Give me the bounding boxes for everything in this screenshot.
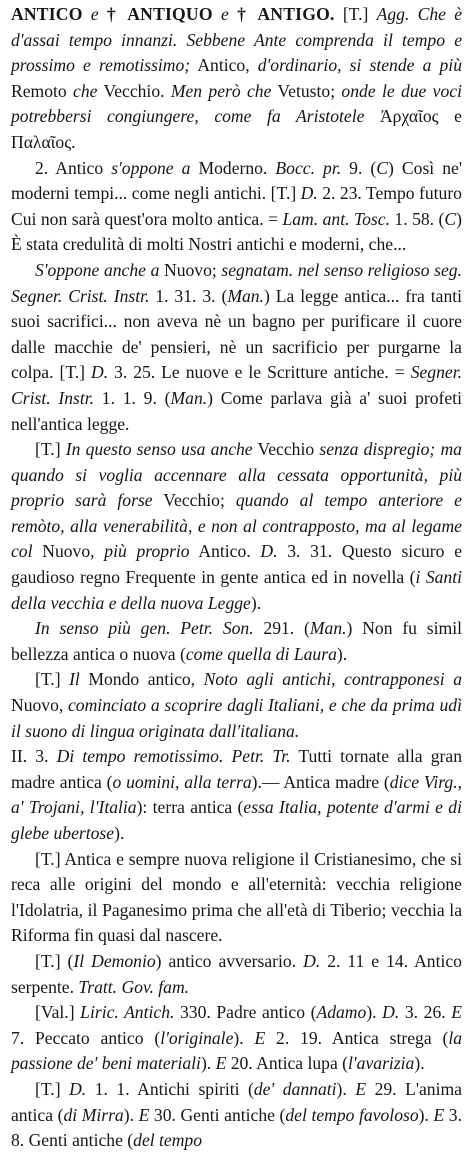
text-run: ) antico avversario.: [155, 950, 304, 971]
text-run: 1. 1. Antichi spiriti (: [86, 1078, 254, 1099]
text-run: ).— Antica madre (: [251, 771, 390, 792]
text-run: ).: [123, 1104, 139, 1125]
italic-run: Bocc. pr.: [275, 157, 342, 178]
text-run: 1. 58. (: [389, 208, 445, 229]
text-run: 2. 19. Antica strega (: [265, 1027, 449, 1048]
text-run: ).: [250, 592, 262, 613]
text-run: Vetusto;: [271, 80, 342, 101]
entry-paragraph: [11, 2, 462, 156]
text-run: 2. Antico: [35, 157, 112, 178]
italic-run: Il: [69, 669, 80, 690]
text-run: ).: [336, 643, 348, 664]
italic-run: Man.: [170, 387, 208, 408]
text-run: II. 3.: [11, 746, 57, 767]
italic-run: Liric. Antich.: [80, 1002, 175, 1023]
text-run: Vecchio.: [97, 80, 171, 101]
italic-run: Men però che: [170, 80, 272, 101]
text-run: Nuovo;: [159, 259, 222, 280]
text-run: ).: [366, 1002, 383, 1023]
text-run: 7. Peccato antico (: [11, 1027, 161, 1048]
text-run: 1. 31. 3. (: [149, 285, 228, 306]
italic-run: l'originale: [160, 1027, 234, 1048]
italic-run: E: [254, 1027, 266, 1048]
italic-run: senza dispregio; ma quando si voglia accennare alla cessata opportunità, più proprio sarà forse: [11, 439, 462, 511]
text-run: [T.] Antica e sempre nuova religione il Cristianesimo, che si reca alle origini del mondo e all'eternità: vecchia religione l'Idolatria, il Paganesimo prima che all'età di Tiberio; vecchia la Riforma fin quasi dal nascere.: [11, 848, 462, 946]
italic-run: Lam. ant. Tosc.: [282, 208, 390, 229]
italic-run: D.: [382, 1002, 400, 1023]
text-run: ): terra antica (: [136, 797, 244, 818]
italic-run: la passione de' beni materiali: [11, 1027, 462, 1074]
italic-run: C: [444, 208, 457, 229]
text-run: Nuovo,: [11, 695, 68, 716]
entry-paragraph: [11, 437, 462, 616]
italic-run: onde le due voci potrebbersi congiungere, come fa Aristotele: [11, 80, 462, 127]
italic-run: Agg. Che è d'assai tempo innanzi. Sebbene Ante comprenda il tempo e prossimo e remotissimo;: [11, 4, 463, 76]
text-run: Ἀρχαῖος e Παλαῖος.: [11, 106, 462, 152]
text-run: [T.]: [35, 439, 66, 460]
text-run: ) La legge antica... fra tanti suoi sacrifici... non aveva nè un bagno per purificare il cuore dalle macchie de' pensieri, nè un sacrificio per purgarne la colpa. [T.]: [11, 285, 463, 383]
text-run: Antico,: [190, 55, 258, 76]
italic-run: Man.: [227, 285, 264, 306]
italic-run: i Santi della vecchia e della nuova Legge: [11, 567, 462, 613]
italic-run: quando al tempo anteriore e remòto, alla venerabilità, e non al contrapposto, ma al legame col: [11, 490, 462, 562]
text-run: 3. 25. Le nuove e le Scritture antiche. =: [108, 362, 411, 383]
text-run: 9. (: [341, 157, 377, 178]
text-run: 3. 31. Questo sicuro e gaudioso regno Frequente in gente antica ed in novella (: [11, 541, 463, 588]
text-run: ).: [336, 1078, 356, 1099]
entry-paragraph: [11, 258, 462, 437]
text-run: 2. 11 e 14. Antico serpente.: [11, 950, 462, 997]
text-run: 3. 26.: [399, 1002, 452, 1023]
italic-run: D.: [260, 541, 278, 562]
text-run: 2. 23. Tempo futuro Cui non sarà quest'ora molto antica. =: [11, 183, 462, 229]
italic-run: dice Virg., a' Trojani, l'Italia: [11, 771, 463, 818]
text-run: [Val.]: [35, 1002, 81, 1023]
italic-run: e: [212, 4, 238, 24]
italic-run: Man.: [309, 618, 347, 639]
text-run: 29. L'anima antica (: [11, 1078, 462, 1125]
italic-run: In questo senso usa anche: [65, 439, 253, 460]
text-run: ) È stata credulità di molti Nostri antichi e moderni, che...: [11, 208, 462, 255]
italic-run: Adamo: [316, 1002, 367, 1023]
text-run: [T.] (: [35, 950, 74, 971]
text-run: 330. Padre antico (: [174, 1002, 317, 1023]
text-run: ) Come parlava già a' suoi profeti nell'antica legge.: [11, 387, 463, 434]
italic-run: C: [376, 157, 389, 178]
italic-run: In senso più gen. Petr. Son.: [35, 618, 254, 639]
italic-run: o uomini, alla terra: [112, 771, 252, 792]
text-run: 3. 8. Genti antiche (: [11, 1104, 463, 1151]
italic-run: s'oppone a: [111, 157, 191, 178]
headword: ANTICO: [11, 4, 83, 24]
entry-paragraph: [11, 744, 462, 846]
italic-run: del tempo: [133, 1130, 203, 1151]
italic-run: del tempo favoloso: [285, 1104, 419, 1125]
italic-run: E: [138, 1104, 150, 1125]
text-run: Nuovo,: [32, 541, 105, 562]
text-run: ) Non fu simil bellezza antica o nuova (: [11, 618, 462, 664]
text-run: 20. Antica lupa (: [226, 1053, 349, 1074]
text-run: ) Così ne' moderni tempi... come negli antichi. [T.]: [11, 157, 462, 204]
italic-run: D.: [90, 362, 109, 383]
entry-paragraph: [11, 156, 462, 258]
entry-paragraph: [11, 1077, 462, 1154]
italic-run: e: [82, 4, 107, 24]
italic-run: segnatam. nel senso religioso seg. Segner. Crist. Instr.: [11, 259, 462, 306]
italic-run: cominciato a scoprire dagli Italiani, e che da prima udì il suono di lingua originata dall'italiana.: [11, 695, 462, 741]
text-run: [T.]: [334, 4, 377, 24]
italic-run: E: [433, 1104, 445, 1125]
italic-run: Di tempo remotissimo. Petr. Tr.: [56, 746, 291, 767]
entry-paragraph: [11, 667, 462, 744]
text-run: ).: [200, 1053, 216, 1074]
italic-run: Il Demonio: [73, 950, 156, 971]
text-run: ).: [114, 823, 125, 843]
italic-run: S'oppone anche a: [35, 259, 160, 280]
text-run: Remoto: [11, 80, 74, 101]
italic-run: E: [451, 1002, 462, 1023]
entry-paragraph: [11, 1000, 462, 1077]
italic-run: come quella di Laura: [185, 643, 337, 664]
text-run: 291. (: [253, 618, 310, 639]
italic-run: de' dannati: [253, 1078, 337, 1099]
italic-run: essa Italia, potente d'armi e di glebe ubertose: [11, 797, 462, 843]
text-run: Moderno.: [190, 157, 276, 178]
italic-run: D.: [303, 950, 321, 971]
italic-run: che: [73, 80, 98, 101]
italic-run: Segner. Crist. Instr.: [11, 362, 462, 408]
text-run: Mondo antico,: [79, 669, 204, 690]
italic-run: di Mirra: [63, 1104, 124, 1125]
text-run: 30. Genti antiche (: [149, 1104, 286, 1125]
headword: † ANTIGO.: [237, 4, 335, 24]
text-run: 1. 1. 9. (: [94, 387, 171, 408]
text-run: ).: [418, 1104, 434, 1125]
text-run: ).: [414, 1053, 425, 1074]
italic-run: più proprio: [104, 541, 190, 562]
italic-run: E: [355, 1078, 367, 1099]
text-run: [T.]: [35, 669, 70, 690]
italic-run: D.: [69, 1078, 87, 1099]
text-run: Tutti tornate alla gran madre antica (: [11, 746, 463, 792]
text-run: Antico.: [189, 541, 261, 562]
text-run: Vecchio: [252, 439, 320, 460]
italic-run: Tratt. Gov. fam.: [78, 976, 190, 997]
entry-paragraph: [11, 616, 462, 667]
text-run: [T.]: [35, 1078, 70, 1099]
italic-run: Noto agli antichi, contrapponesi a: [203, 669, 462, 690]
italic-run: D.: [300, 183, 318, 204]
text-run: Vecchio;: [152, 490, 236, 511]
italic-run: d'ordinario, si stende a più: [257, 55, 462, 76]
headword: † ANTIQUO: [106, 4, 213, 24]
italic-run: E: [215, 1053, 227, 1074]
text-run: ).: [233, 1027, 255, 1048]
entry-paragraph: [11, 949, 462, 1000]
entry-paragraph: [11, 847, 462, 949]
italic-run: l'avarizia: [348, 1053, 415, 1074]
